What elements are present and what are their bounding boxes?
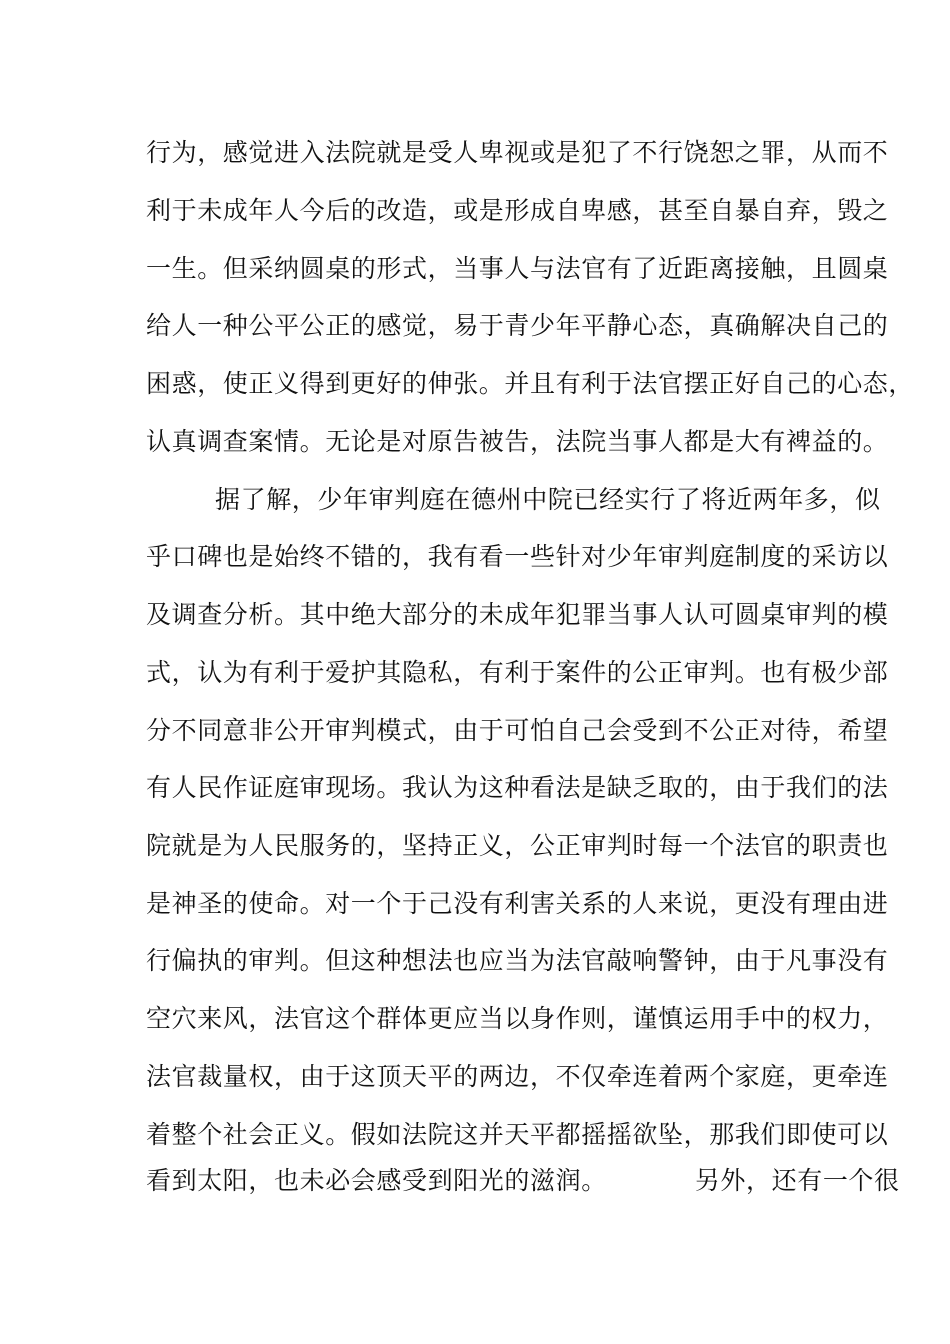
- next-paragraph-start: 另外，还有一个很: [694, 1166, 900, 1195]
- text-line: 乎口碑也是始终不错的，我有看一些针对少年审判庭制度的采访以: [146, 542, 889, 571]
- text-line: 困惑，使正义得到更好的伸张。并且有利于法官摆正好自己的心态，: [146, 369, 915, 398]
- text-line: 行为，感觉进入法院就是受人卑视或是犯了不行饶恕之罪，从而不: [146, 138, 889, 167]
- text-line: 利于未成年人今后的改造，或是形成自卑感，甚至自暴自弃，毁之: [146, 196, 889, 225]
- text-line: 一生。但采纳圆桌的形式，当事人与法官有了近距离接触，且圆桌: [146, 254, 889, 283]
- text-line: 给人一种公平公正的感觉，易于青少年平静心态，真确解决自己的: [146, 311, 889, 340]
- text-line: 有人民作证庭审现场。我认为这种看法是缺乏取的，由于我们的法: [146, 773, 889, 802]
- paragraph-end-text: 看到太阳，也未必会感受到阳光的滋润。: [146, 1166, 607, 1195]
- text-line: 式，认为有利于爱护其隐私，有利于案件的公正审判。也有极少部: [146, 658, 889, 687]
- text-line: 认真调查案情。无论是对原告被告，法院当事人都是大有裨益的。: [146, 427, 889, 456]
- text-line: 是神圣的使命。对一个于己没有利害关系的人来说，更没有理由进: [146, 889, 889, 918]
- text-line: 分不同意非公开审判模式，由于可怕自己会受到不公正对待，希望: [146, 716, 889, 745]
- text-line-final: [146, 1166, 900, 1196]
- text-line: 及调查分析。其中绝大部分的未成年犯罪当事人认可圆桌审判的模: [146, 600, 889, 629]
- text-line: 据了解，少年审判庭在德州中院已经实行了将近两年多，似: [215, 485, 881, 514]
- text-line: 法官裁量权，由于这顶天平的两边，不仅牵连着两个家庭，更牵连: [146, 1062, 889, 1091]
- text-line: 行偏执的审判。但这种想法也应当为法官敲响警钟，由于凡事没有: [146, 946, 889, 975]
- text-line: 着整个社会正义。假如法院这并天平都摇摇欲坠，那我们即使可以: [146, 1120, 889, 1149]
- text-line: 空穴来风，法官这个群体更应当以身作则，谨慎运用手中的权力，: [146, 1004, 889, 1033]
- text-line: 院就是为人民服务的，坚持正义，公正审判时每一个法官的职责也: [146, 831, 889, 860]
